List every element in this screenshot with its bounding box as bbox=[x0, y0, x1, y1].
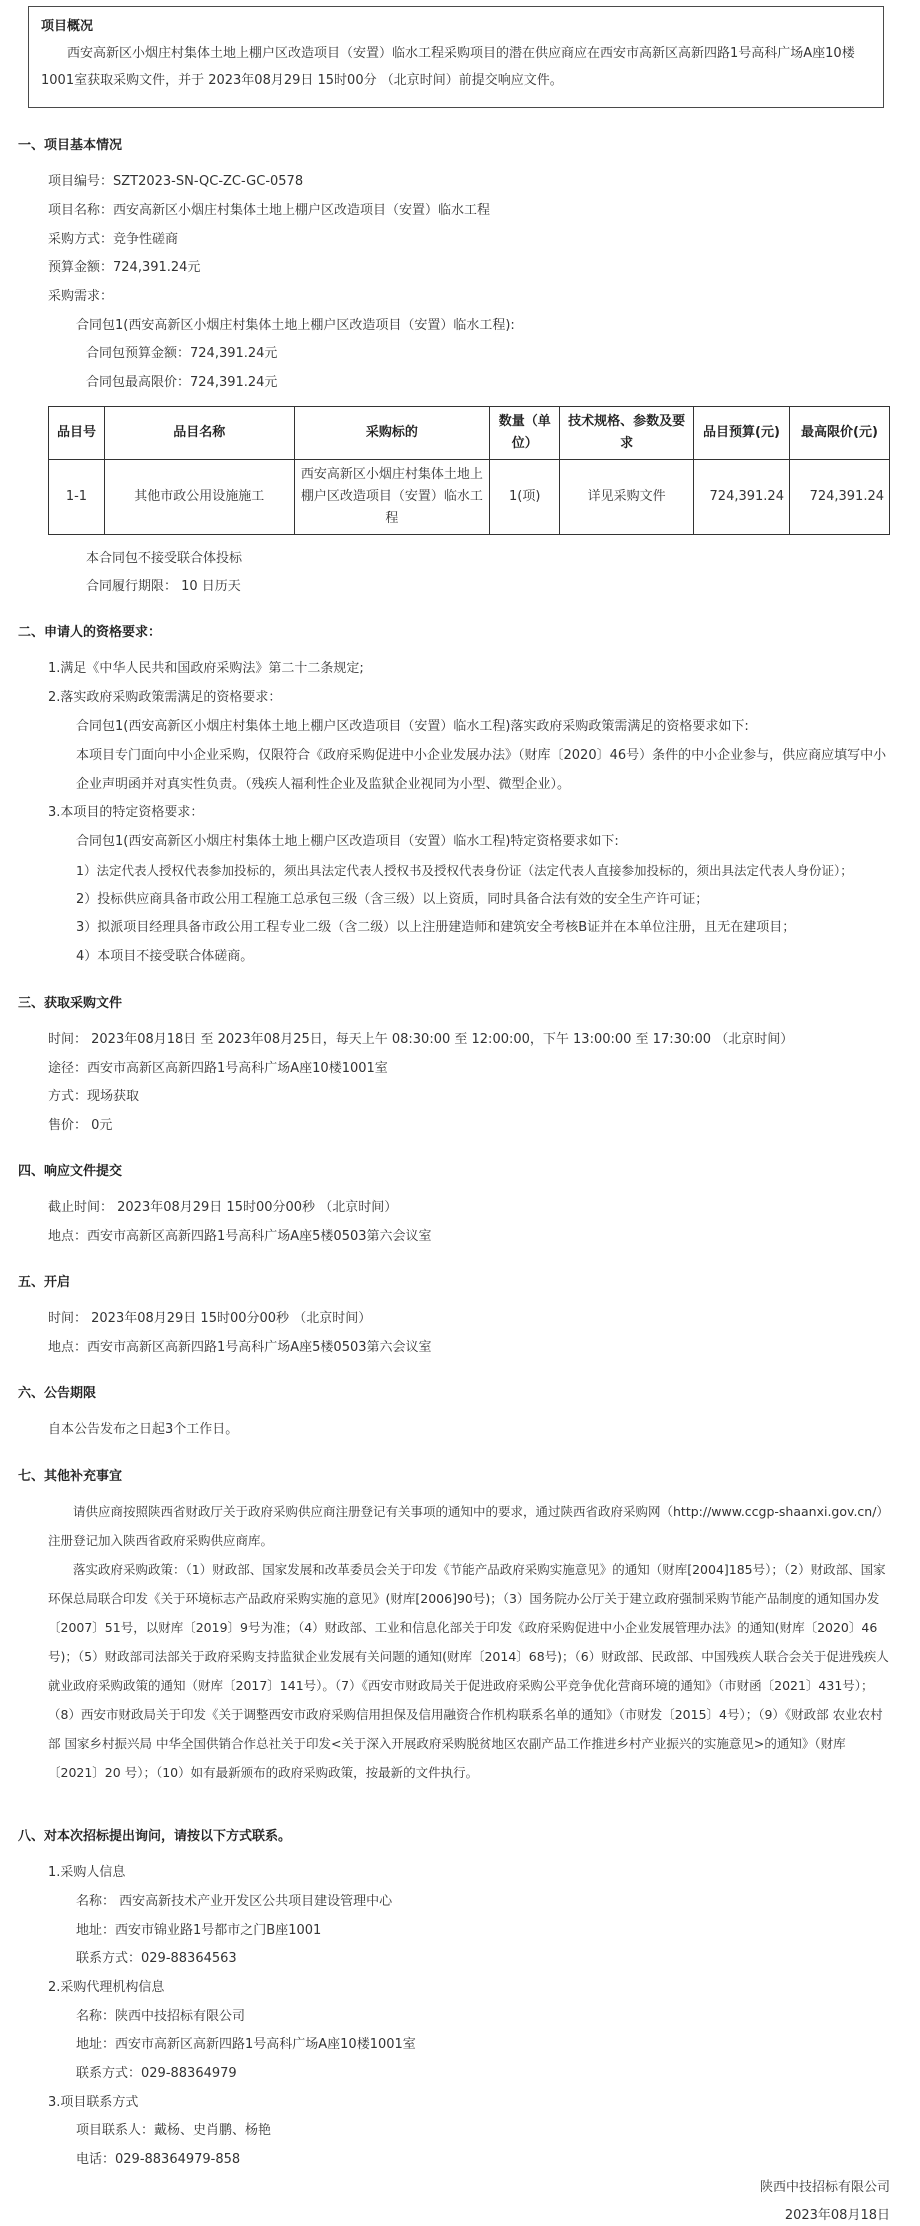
agency-name: 名称：陕西中技招标有限公司 bbox=[76, 2009, 246, 2024]
opening-time: 时间： 2023年08月29日 15时00分00秒 （北京时间） bbox=[48, 1311, 372, 1326]
project-overview-box bbox=[28, 6, 884, 108]
contract-package-title: 合同包1(西安高新区小烟庄村集体土地上棚户区改造项目（安置）临水工程): bbox=[76, 318, 515, 333]
table-cell: 1(项) bbox=[490, 460, 560, 535]
purchaser-info-label: 1.采购人信息 bbox=[48, 1865, 126, 1880]
no-consortium-note: 本合同包不接受联合体投标 bbox=[86, 551, 243, 566]
purchaser-name: 名称： 西安高新技术产业开发区公共项目建设管理中心 bbox=[76, 1894, 393, 1909]
project-contact-person: 项目联系人：戴杨、史肖鹏、杨艳 bbox=[76, 2123, 272, 2138]
qualification-item: 合同包1(西安高新区小烟庄村集体土地上棚户区改造项目（安置）临水工程)特定资格要求如下: bbox=[76, 834, 619, 849]
section-heading-notice-period: 六、公告期限 bbox=[18, 1386, 97, 1401]
table-header-cell: 品目号 bbox=[49, 407, 105, 460]
procurement-policy-text: 落实政府采购政策：（1）财政部、国家发展和改革委员会关于印发《节能产品政府采购实施意见》的通知（财库[2004]185号）；（2）财政部、国家环保总局联合印发《关于环境标志产品政府采购实施的意见》(财库[2006]90号)；（3）国务院办公厅关于建立政府强制采购节能产品制度的通知国办发〔2007〕51号，以财库〔2019〕9号为准；（4）财政部、工业和信息化部关于印发《政府采购促进中小企业发展管理办法》的通知(财库〔2020〕46号)；（5）财政部司法部关于政府采购支持监狱企业发展有关问题的通知(财库〔2014〕68号)；（6）财政部、民政部、中国残疾人联合会关于促进残疾人就业政府采购政策的通知（财库〔2017〕141号）。（7）《西安市财政局关于促进政府采购公平竞争优化营商环境的通知》（市财函〔2021〕431号）；（8）西安市财政局关于印发《关于调整西安市政府采购信用担保及信用融资合作机构联系名单的通知》（市财发〔2015〕4号）；（9）《财政部 农业农村部 国家乡村振兴局 中华全国供销合作总社关于印发<关于深入开展政府采购脱贫地区农副产品工作推进乡村产业振兴的实施意见>的通知》（财库〔2021〕20 号）；（10）如有最新颁布的政府采购政策，按最新的文件执行。 bbox=[48, 1562, 889, 1780]
qualification-item: 1）法定代表人授权代表参加投标的，须出具法定代表人授权书及授权代表身份证（法定代表人直接参加投标的，须出具法定代表人身份证）； bbox=[76, 863, 853, 878]
overview-title: 项目概况 bbox=[41, 19, 94, 34]
opening-place: 地点：西安市高新区高新四路1号高科广场A座5楼0503第六会议室 bbox=[48, 1340, 432, 1355]
supplier-registration-text: 请供应商按照陕西省财政厅关于政府采购供应商注册登记有关事项的通知中的要求，通过陕西省政府采购网（http://www.ccgp-shaanxi.gov.cn/）注册登记加入陕西省政府采购供应商库。 bbox=[48, 1504, 889, 1548]
qualification-item: 2.落实政府采购政策需满足的资格要求： bbox=[48, 690, 282, 705]
table-header-cell: 采购标的 bbox=[294, 407, 490, 460]
table-header-row bbox=[49, 407, 890, 460]
qualification-item: 本项目专门面向中小企业采购，仅限符合《政府采购促进中小企业发展办法》（财库〔2020〕46号）条件的中小企业参与，供应商应填写中小企业声明函并对真实性负责。（残疾人福利性企业及监狱企业视同为小型、微型企业）。 bbox=[76, 748, 887, 792]
project-contact-label: 3.项目联系方式 bbox=[48, 2095, 139, 2110]
section-heading-basic-info: 一、项目基本情况 bbox=[18, 138, 123, 153]
agency-info-label: 2.采购代理机构信息 bbox=[48, 1980, 165, 1995]
obtain-way: 方式：现场获取 bbox=[48, 1089, 140, 1104]
signature-date: 2023年08月18日 bbox=[784, 2208, 890, 2223]
contract-period: 合同履行期限： 10 日历天 bbox=[86, 579, 241, 594]
table-cell: 724,391.24 bbox=[789, 460, 889, 535]
table-cell: 其他市政公用设施施工 bbox=[104, 460, 294, 535]
submission-deadline: 截止时间： 2023年08月29日 15时00分00秒 （北京时间） bbox=[48, 1200, 398, 1215]
table-header-cell: 数量（单位） bbox=[490, 407, 560, 460]
obtain-price: 售价： 0元 bbox=[48, 1118, 113, 1133]
qualification-item: 2）投标供应商具备市政公用工程施工总承包三级（含三级）以上资质，同时具备合法有效的安全生产许可证； bbox=[76, 892, 709, 907]
package-max-price: 合同包最高限价：724,391.24元 bbox=[86, 375, 278, 390]
notice-period-text: 自本公告发布之日起3个工作日。 bbox=[48, 1422, 239, 1437]
purchaser-address: 地址：西安市锦业路1号都市之门B座1001 bbox=[76, 1923, 322, 1938]
project-number: 项目编号：SZT2023-SN-QC-ZC-GC-0578 bbox=[48, 174, 304, 189]
budget-amount: 预算金额：724,391.24元 bbox=[48, 260, 201, 275]
agency-phone: 联系方式：029-88364979 bbox=[76, 2066, 237, 2081]
table-row bbox=[49, 460, 890, 535]
overview-text: 西安高新区小烟庄村集体土地上棚户区改造项目（安置）临水工程采购项目的潜在供应商应在西安市高新区高新四路1号高科广场A座10楼1001室获取采购文件，并于 2023年08月29日 15时00分 （北京时间）前提交响应文件。 bbox=[41, 46, 855, 88]
section-heading-opening: 五、开启 bbox=[18, 1275, 71, 1290]
section-heading-supplementary: 七、其他补充事宜 bbox=[18, 1469, 123, 1484]
table-cell: 详见采购文件 bbox=[560, 460, 694, 535]
purchaser-phone: 联系方式：029-88364563 bbox=[76, 1951, 237, 1966]
qualification-item: 3.本项目的特定资格要求： bbox=[48, 805, 204, 820]
package-budget: 合同包预算金额：724,391.24元 bbox=[86, 346, 278, 361]
project-name: 项目名称：西安高新区小烟庄村集体土地上棚户区改造项目（安置）临水工程 bbox=[48, 203, 491, 218]
procurement-items-table bbox=[48, 406, 890, 535]
agency-address: 地址：西安市高新区高新四路1号高科广场A座10楼1001室 bbox=[76, 2037, 416, 2052]
table-cell: 西安高新区小烟庄村集体土地上棚户区改造项目（安置）临水工程 bbox=[294, 460, 490, 535]
section-heading-qualification: 二、申请人的资格要求： bbox=[18, 625, 162, 640]
section-heading-contact: 八、对本次招标提出询问，请按以下方式联系。 bbox=[18, 1829, 292, 1844]
signature-org: 陕西中技招标有限公司 bbox=[759, 2180, 890, 2195]
section-heading-obtain-docs: 三、获取采购文件 bbox=[18, 996, 123, 1011]
obtain-time: 时间： 2023年08月18日 至 2023年08月25日，每天上午 08:30:00 至 12:00:00，下午 13:00:00 至 17:30:00 （北京时间） bbox=[48, 1032, 794, 1047]
table-header-cell: 品目预算(元) bbox=[694, 407, 790, 460]
qualification-item: 4）本项目不接受联合体磋商。 bbox=[76, 949, 254, 964]
qualification-item: 3）拟派项目经理具备市政公用工程专业二级（含二级）以上注册建造师和建筑安全考核B证并在本单位注册，且无在建项目； bbox=[76, 920, 796, 935]
procurement-demand-label: 采购需求： bbox=[48, 289, 114, 304]
table-header-cell: 技术规格、参数及要求 bbox=[560, 407, 694, 460]
table-header-cell: 品目名称 bbox=[104, 407, 294, 460]
qualification-item: 1.满足《中华人民共和国政府采购法》第二十二条规定; bbox=[48, 661, 364, 676]
table-header-cell: 最高限价(元) bbox=[789, 407, 889, 460]
table-cell: 724,391.24 bbox=[694, 460, 790, 535]
section-heading-submission: 四、响应文件提交 bbox=[18, 1164, 123, 1179]
procurement-method: 采购方式：竞争性磋商 bbox=[48, 232, 179, 247]
qualification-item: 合同包1(西安高新区小烟庄村集体土地上棚户区改造项目（安置）临水工程)落实政府采购政策需满足的资格要求如下: bbox=[76, 719, 749, 734]
submission-place: 地点：西安市高新区高新四路1号高科广场A座5楼0503第六会议室 bbox=[48, 1229, 432, 1244]
obtain-place: 途径：西安市高新区高新四路1号高科广场A座10楼1001室 bbox=[48, 1061, 388, 1076]
project-contact-phone: 电话：029-88364979-858 bbox=[76, 2152, 241, 2167]
table-cell: 1-1 bbox=[49, 460, 105, 535]
